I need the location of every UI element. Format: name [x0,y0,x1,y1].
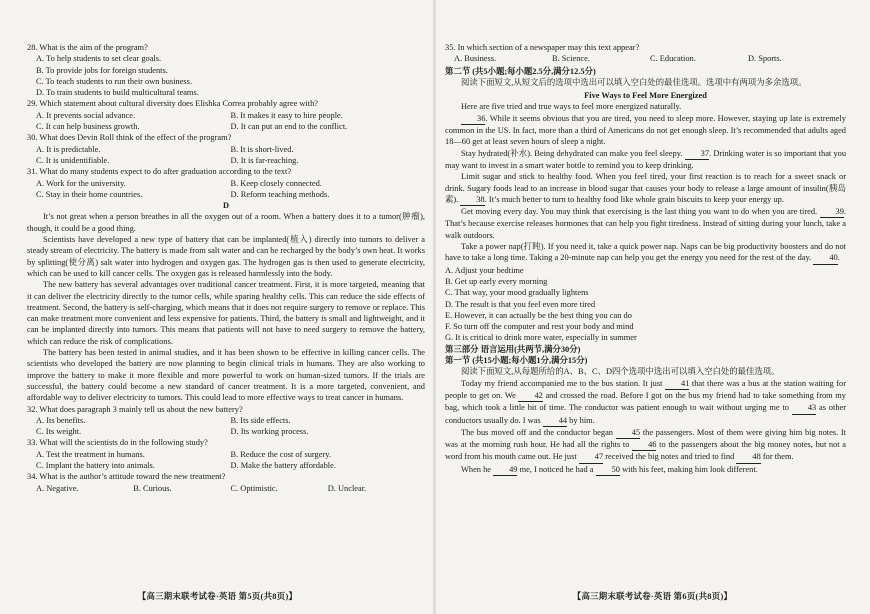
passage-paragraph: The battery has been tested in animal studies, and it has been shown to be effective in killing cancer cells. The scientists who developed the battery are now planning to begin clinical trials in humans. They are also working to improve the battery to make it more flexible and more powerful to work on human-sized tumors. If the trials are successful, the battery could become a new standard of cancer treatment. It is a more targeted, convenient, and affordable way to deliver electricity to tumors. This could lead to more effective ways to treat cancer in humans. [27,348,425,403]
question-stem: 31. What do many students expect to do after graduation according to the text? [27,167,292,177]
option: B. It makes it easy to hire people. [230,110,343,120]
question-35 [445,42,846,65]
question-stem: 33. What will the scientists do in the following study? [27,438,208,448]
option: C. Implant the battery into animals. [36,460,155,470]
section-heading-d: D [222,201,230,211]
cloze-paragraph: The bus moved off and the conductor began 45 the passengers. Most of them were giving him big notes. It was at the morning rush hour. He had all the rights to 46 to the passengers about the big money notes, but not a word from his mouth came out. He just 47 received the big notes and tried to find 48 for them. [445,427,846,464]
question-stem: 30. What does Devin Roll think of the effect of the program? [27,133,232,143]
option: B. Its side effects. [230,415,291,425]
passage-paragraph: Take a power nap(打盹). If you need it, take a quick power nap. Naps can be big productivity boosters and do not have to take a long time. Taking a 20-minute nap can help you get the energy you need for the rest of the day. 40. [445,241,846,265]
option: A. Negative. [36,483,79,493]
option: B. Reduce the cost of surgery. [230,449,331,459]
option: C. It is unidentifiable. [36,155,110,165]
cloze-paragraph: When he 49 me, I noticed he had a 50 with his feet, making him look different. [445,464,846,476]
passage-paragraph: The new battery has several advantages over traditional cancer treatment. First, it is more targeted, meaning that it can deliver the electricity directly to the tumor cells, while sparing healthy cells. This can reduce the side effects of treatment. Second, the battery is self-charging, which means that it does not require surgery to remove or replace. This can make treatment more convenient and less expensive for patients. Third, the battery is small and lightweight, and it can be implanted directly into tumors. This means that patients will not have to need surgery to remove the battery, which can reduce the risk of complications. [27,280,425,346]
question-stem: 28. What is the aim of the program? [27,43,148,52]
option: A. It is predictable. [36,144,101,154]
option: D. It can put an end to the conflict. [230,122,348,132]
option: D. To train students to build multicultural teams. [36,88,199,98]
blank-41[interactable]: 41 [665,378,689,390]
question-30 [27,132,425,166]
option: D. Make the battery affordable. [230,460,336,470]
answer-choices [445,265,846,344]
blank-44[interactable]: 44 [543,415,567,427]
page-footer: 【高三期末联考试卷·英语 第5页(共8页)】 [137,592,298,601]
question-32 [27,404,425,438]
question-34 [27,471,425,494]
blank-38[interactable]: 38 [460,194,484,206]
option: B. Science. [552,54,590,64]
cloze-paragraph: Today my friend accompanied me to the bus station. It just 41 that there was a bus at the station waiting for people to get on. We 42 and crossed the road. Before I got on the bus my friend had to take something from my bag, which took a little bit of time. The conductor was patient enough to wait without urging me to 43 as other conductors usually do. I was 44 by him. [445,378,846,427]
passage-paragraph: Here are five tried and true ways to feel more energized naturally. [461,102,682,112]
option: B. Curious. [133,483,172,493]
choice-item: D. The result is that you feel even more tired [445,299,596,309]
option: A. Work for the university. [36,178,126,188]
blank-49[interactable]: 49 [493,464,517,476]
option: D. Sports. [748,54,782,64]
option: C. Stay in their home countries. [36,189,143,199]
choice-item: E. However, it can actually be the best thing you can do [445,310,632,320]
reading-passage-d [27,211,425,403]
option: A. It prevents social advance. [36,110,136,120]
section-heading: 第二节 (共5小题;每小题2.5分,满分12.5分) [445,66,596,76]
blank-43[interactable]: 43 [792,402,816,414]
question-stem: 35. In which section of a newspaper may this text appear? [445,43,640,52]
section-instructions: 阅读下面短文,从每题所给的A、B、C、D四个选项中选出可以填入空白处的最佳选项。 [461,367,780,377]
blank-37[interactable]: 37 [685,148,709,160]
question-33 [27,437,425,471]
question-stem: 34. What is the author’s attitude toward the new treatment? [27,472,226,482]
passage-paragraph: Limit sugar and stick to healthy food. When you feel tired, your first reaction is to reach for a sweet snack or drink. Sugary foods lead to an increase in blood sugar that causes your body to release a large amount of insulin(胰岛素). 38. It’s much better to turn to healthy food like whole grain biscuits to keep your energy up. [445,171,846,206]
choice-item: G. It is critical to drink more water, especially in summer [445,333,637,343]
blank-48[interactable]: 48 [736,451,760,463]
option: D. It is far-reaching. [230,155,299,165]
section-instructions: 阅读下面短文,从短文后的选项中选出可以填入空白处的最佳选项。选项中有两项为多余选项。 [461,77,807,87]
blank-39[interactable]: 39 [820,206,844,218]
blank-36[interactable]: 36 [461,113,485,125]
option: D. Reform teaching methods. [230,189,330,199]
page-footer: 【高三期末联考试卷·英语 第6页(共8页)】 [572,592,733,601]
right-page [435,0,870,614]
choice-item: A. Adjust your bedtime [445,265,524,275]
blank-47[interactable]: 47 [579,451,603,463]
passage-title: Five Ways to Feel More Energized [584,91,707,101]
question-31 [27,166,425,200]
option: C. To teach students to run their own business. [36,76,193,86]
option: C. Its weight. [36,427,82,437]
question-stem: 29. Which statement about cultural diversity does Elishka Correa probably agree with? [27,99,319,109]
section-heading: 第三部分 语言运用(共两节,满分30分) [445,344,581,354]
passage-paragraph: Get moving every day. You may think that exercising is the last thing you want to do when you are tired. 39. That’s because exercise releases hormones that can help you fight tiredness. Instead of sitting during your lunch, take a walk outdoors. [445,207,847,240]
blank-40[interactable]: 40 [813,252,837,264]
question-29 [27,98,425,132]
option: C. Education. [650,54,696,64]
question-28 [27,42,425,98]
question-stem: 32. What does paragraph 3 mainly tell us about the new battery? [27,404,243,414]
passage-paragraph: It’s not great when a person breathes in all the oxygen out of a room. When a battery does it to a tumor(肿瘤), though, it could be a good thing. [27,212,425,233]
option: A. Test the treatment in humans. [36,449,145,459]
option: A. Its benefits. [36,415,86,425]
blank-42[interactable]: 42 [518,390,542,402]
choice-item: B. Get up early every morning [445,276,548,286]
passage-paragraph: Scientists have developed a new type of battery that can be implanted(植入) directly into tumors to deliver a steady stream of electricity. The battery is made from salt water and can be recharged by the body’s own heat. It works by splitting(使分离) salt water into hydrogen and oxygen gas. The hydrogen gas is then used to generate electricity, which can be used to kill cancer cells. The oxygen gas is released harmlessly into the body. [27,235,425,278]
choice-item: F. So turn off the computer and rest your body and mind [445,322,634,332]
option: B. To provide jobs for foreign students. [36,65,168,75]
option: A. Business. [454,54,497,64]
subsection-heading: 第一节 (共15小题;每小题1分,满分15分) [445,356,588,366]
blank-50[interactable]: 50 [596,464,620,476]
passage-paragraph: 36. While it seems obvious that you are tired, you need to sleep more. However, staying up late is extremely common in the US. In fact, more than a third of Americans do not get enough sleep. It’s recommended that adults aged 18—60 get at least seven hours of sleep a night. [445,113,846,147]
blank-45[interactable]: 45 [616,427,640,439]
blank-46[interactable]: 46 [632,439,656,451]
choice-item: C. That way, your mood gradually lightens [445,288,589,298]
option: C. Optimistic. [230,483,278,493]
option: D. Unclear. [327,483,367,493]
option: C. It can help business growth. [36,122,140,132]
option: B. Keep closely connected. [230,178,322,188]
option: B. It is short-lived. [230,144,294,154]
passage-paragraph: Stay hydrated(补水). Being dehydrated can make you feel sleepy. 37. Drinking water is so important that you may want to invest in a smart water bottle to remind you to keep drinking. [445,148,847,170]
option: D. Its working process. [230,427,309,437]
option: A. To help students to set clear goals. [36,54,162,64]
